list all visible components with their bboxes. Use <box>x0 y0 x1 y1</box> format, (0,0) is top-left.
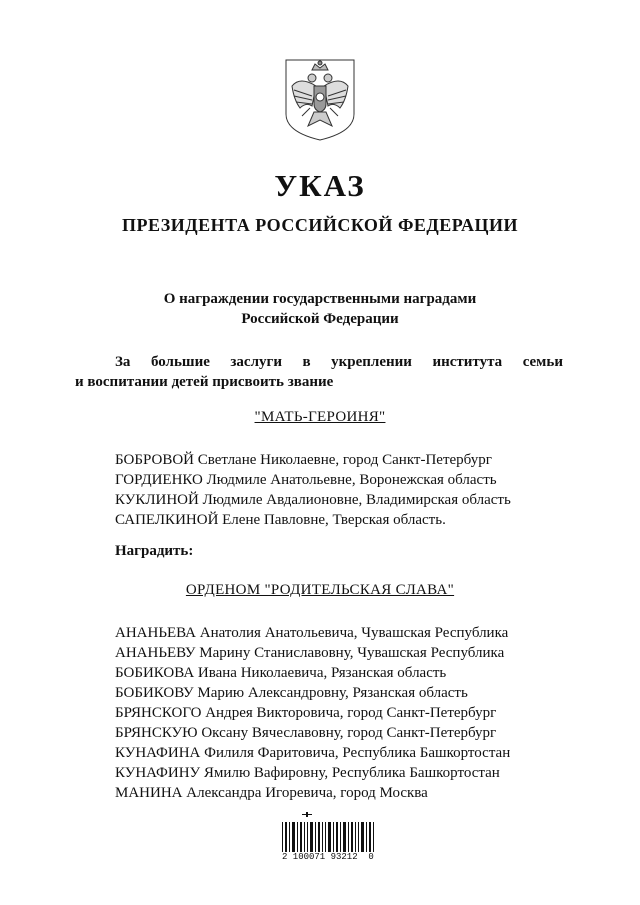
intro-word: заслуги <box>230 354 282 370</box>
decree-heading-line2: Российской Федерации <box>241 311 399 327</box>
award-title-mother-heroine: "МАТЬ-ГЕРОИНЯ" <box>254 409 386 425</box>
list-item: БРЯНСКОГО Андрея Викторовича, город Санкт-Петербург <box>115 705 497 721</box>
decree-heading-line1: О награждении государственными наградами <box>163 291 477 307</box>
reward-label: Наградить: <box>115 543 194 559</box>
parental-glory-recipient-list <box>115 623 510 803</box>
coat-of-arms-icon <box>282 56 358 142</box>
document-title: УКАЗ <box>274 168 366 203</box>
award-title-parental-glory: ОРДЕНОМ "РОДИТЕЛЬСКАЯ СЛАВА" <box>185 582 455 598</box>
list-item: КУКЛИНОЙ Людмиле Авдалионовне, Владимирская область <box>115 492 511 508</box>
list-item: САПЕЛКИНОЙ Елене Павловне, Тверская область. <box>115 512 446 528</box>
decree-intro-line1 <box>75 352 563 372</box>
intro-word: За <box>115 354 131 370</box>
decree-heading <box>0 289 640 329</box>
intro-word: в <box>302 354 311 370</box>
list-item: ГОРДИЕНКО Людмиле Анатольевне, Воронежская область <box>115 472 497 488</box>
list-item: БОБИКОВУ Марию Александровну, Рязанская область <box>115 685 468 701</box>
list-item: БОБРОВОЙ Светлане Николаевне, город Санкт-Петербург <box>115 452 492 468</box>
list-item: МАНИНА Александра Игоревича, город Москва <box>115 785 428 801</box>
list-item: АНАНЬЕВУ Марину Станиславовну, Чувашская Республика <box>115 645 505 661</box>
mother-heroine-recipient-list <box>115 450 511 530</box>
decree-intro-line2: и воспитании детей присвоить звание <box>75 374 334 390</box>
list-item: КУНАФИНА Филиля Фаритовича, Республика Башкортостан <box>115 745 511 761</box>
list-item: БОБИКОВА Ивана Николаевича, Рязанская область <box>115 665 447 681</box>
intro-word: института <box>432 354 503 370</box>
decree-intro <box>75 352 563 392</box>
intro-word: большие <box>150 354 210 370</box>
list-item: КУНАФИНУ Ямилю Вафировну, Республика Башкортостан <box>115 765 500 781</box>
intro-word: укреплении <box>331 354 412 370</box>
list-item: БРЯНСКУЮ Оксану Вячеславовну, город Санкт-Петербург <box>115 725 497 741</box>
intro-word: семьи <box>522 354 563 370</box>
list-item: АНАНЬЕВА Анатолия Анатольевича, Чувашская Республика <box>115 625 509 641</box>
barcode-number: 2 100071 93212 0 <box>282 852 374 862</box>
document-subtitle: ПРЕЗИДЕНТА РОССИЙСКОЙ ФЕДЕРАЦИИ <box>122 215 518 235</box>
